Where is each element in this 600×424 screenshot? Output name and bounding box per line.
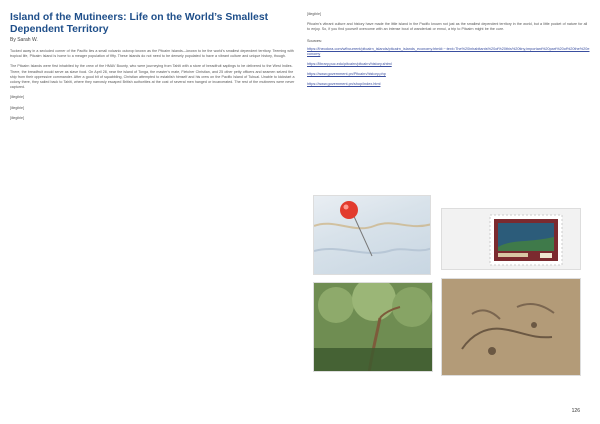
body-paragraph: [illegible]: [307, 12, 321, 16]
map-with-pin-icon: [314, 196, 431, 275]
right-column: [307, 12, 590, 93]
pitcairn-postage-stamp-icon: [442, 209, 581, 270]
body-paragraph: The Pitcairn Islands were first inhabited by the crew of the HMAV Bounty, who were journeying from Tahiti with a store of breadfruit saplings to be delivered to the West Indies. There, the breadfruit would serve as slave food. On April 28, near the island of Tonga, the master’s mate, Fletcher Christian, and 25 other petty officers and seamen seized the ship from their oppressive commander. After a good bit of squabbling, Christian attempted to establish himself and his crew on the Pacific Island of Tubuai. Unable to kickstart a colony there, they sailed back to Tahiti, where they narrowly escaped British authorities at the cost of several men hanged or incarcerated. The rest of the mutineers were never captured.: [10, 64, 295, 90]
body-paragraph: Tucked away in a secluded corner of the Pacific lies a small volcanic outcrop known as the Pitcairn Islands—known to be the world’s smallest dependent territory. Teeming with tropical life, Pitcairn Island is home to a meager population of fifty. These islands do not need to be densely populated to have a vibrant culture and unique history, though.: [10, 49, 294, 59]
forest-photo: [313, 282, 433, 372]
article-title: Island of the Mutineers: Life on the World’s Smallest Dependent Territory: [10, 12, 269, 35]
island-forest-icon: [314, 283, 433, 372]
body-paragraph: [illegible]: [10, 95, 24, 100]
body-paragraph: [illegible]: [10, 105, 24, 110]
byline: By Sarah W.: [10, 37, 38, 43]
left-column: [10, 12, 297, 126]
carved-stone-icon: [442, 279, 581, 376]
source-link[interactable]: https://library.puc.edu/pitcairn/pitcairn/history.shtml: [307, 62, 392, 67]
map-photo: [313, 195, 431, 275]
source-link[interactable]: https://www.government.pn/Pitcairn/history.php: [307, 72, 386, 77]
stone-photo: [441, 278, 581, 376]
stamp-photo: [441, 208, 581, 270]
source-link[interactable]: https://theodora.com/wfbcurrent/pitcairn_islands/pitcairn_islands_economy.html#:~:text=The%20inhabitants%20of%20this%20tiny,important%20part%20of%20the%20economy: [307, 46, 590, 56]
sources-label: Sources:: [307, 38, 322, 43]
body-paragraph: [illegible]: [10, 115, 24, 120]
source-link[interactable]: https://www.government.pn/shop/index.html: [307, 82, 381, 87]
body-paragraph: Pitcairn’s vibrant culture and history have made the little island in the Pacific known not just as the smallest dependent territory in the world, but a little pocket of nature for all to enjoy. So, if you find yourself overcome with an intense bout of wanderlust or ennui, a trip to Pitcairn might be the cure.: [307, 22, 588, 32]
page-number: 126: [571, 408, 580, 414]
